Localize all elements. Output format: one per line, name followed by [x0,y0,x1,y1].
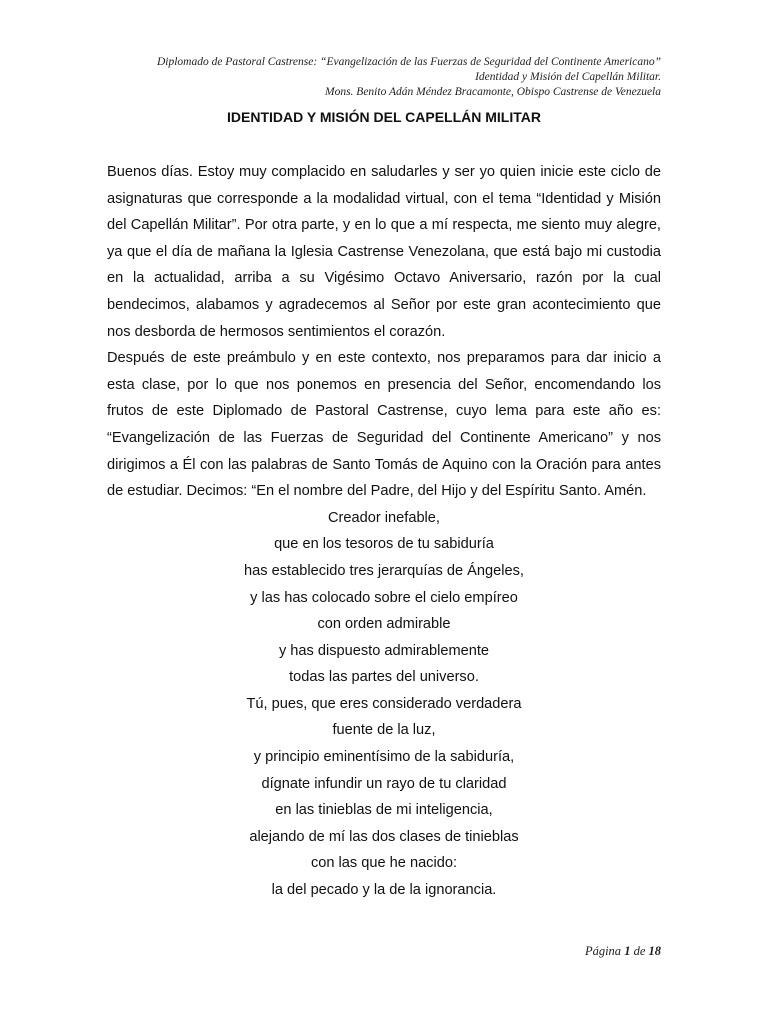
header-course-line: Diplomado de Pastoral Castrense: “Evangelización de las Fuerzas de Seguridad del Continente Americano” [156,56,661,68]
prayer-line: que en los tesoros de tu sabiduría [274,536,494,553]
context-paragraph: Después de este preámbulo y en este contexto, nos preparamos para dar inicio a esta clase, por lo que nos ponemos en presencia del Señor, encomendando los frutos de este Diplomado de Pastoral Castrense, cuyo lema para este año es: “Evangelización de las Fuerzas de Seguridad del Continente Americano” y nos dirigimos a Él con las palabras de Santo Tomás de Aquino con la Oración para antes de estudiar. Decimos: “En el nombre del Padre, del Hijo y del Espíritu Santo. Amén. [107,350,661,500]
prayer-line: todas las partes del universo. [289,669,479,686]
prayer-line: dígnate infundir un rayo de tu claridad [261,775,507,792]
prayer-line: fuente de la luz, [332,722,436,739]
prayer-line: Tú, pues, que eres considerado verdadera [246,695,522,712]
document-body [107,159,661,904]
running-header [100,55,661,100]
prayer-line: y has dispuesto admirablemente [278,642,490,659]
prayer-line: y principio eminentísimo de la sabiduría, [253,749,515,766]
prayer-line: con orden admirable [317,616,451,633]
header-topic-line: Identidad y Misión del Capellán Militar. [475,71,661,83]
prayer-line: has establecido tres jerarquías de Ángeles, [244,562,524,579]
page-number: 1 [624,944,631,958]
page-footer [585,944,661,959]
page-total: 18 [648,944,661,958]
prayer-line: con las que he nacido: [310,855,458,872]
of-word: de [633,944,646,958]
prayer-line: y las has colocado sobre el cielo empíreo [250,589,518,606]
page-word: Página [584,944,622,958]
header-author-line: Mons. Benito Adán Méndez Bracamonte, Obispo Castrense de Venezuela [325,86,661,98]
prayer-block [107,505,661,904]
prayer-line: Creador inefable, [328,509,440,526]
intro-paragraph: Buenos días. Estoy muy complacido en saludarles y ser yo quien inicie este ciclo de asignaturas que corresponde a la modalidad virtual, con el tema “Identidad y Misión del Capellán Militar”. Por otra parte, y en lo que a mí respecta, me siento muy alegre, ya que el día de mañana la Iglesia Castrense Venezolana, que está bajo mi custodia en la actualidad, arriba a su Vigésimo Octavo Aniversario, razón por la cual bendecimos, alabamos y agradecemos al Señor por este gran acontecimiento que nos desborda de hermosos sentimientos el corazón. [107,164,661,340]
prayer-line: alejando de mí las dos clases de tinieblas [249,828,519,845]
prayer-line: la del pecado y la de la ignorancia. [271,882,497,899]
document-title: IDENTIDAD Y MISIÓN DEL CAPELLÁN MILITAR [227,109,541,125]
prayer-line: en las tinieblas de mi inteligencia, [275,802,493,819]
